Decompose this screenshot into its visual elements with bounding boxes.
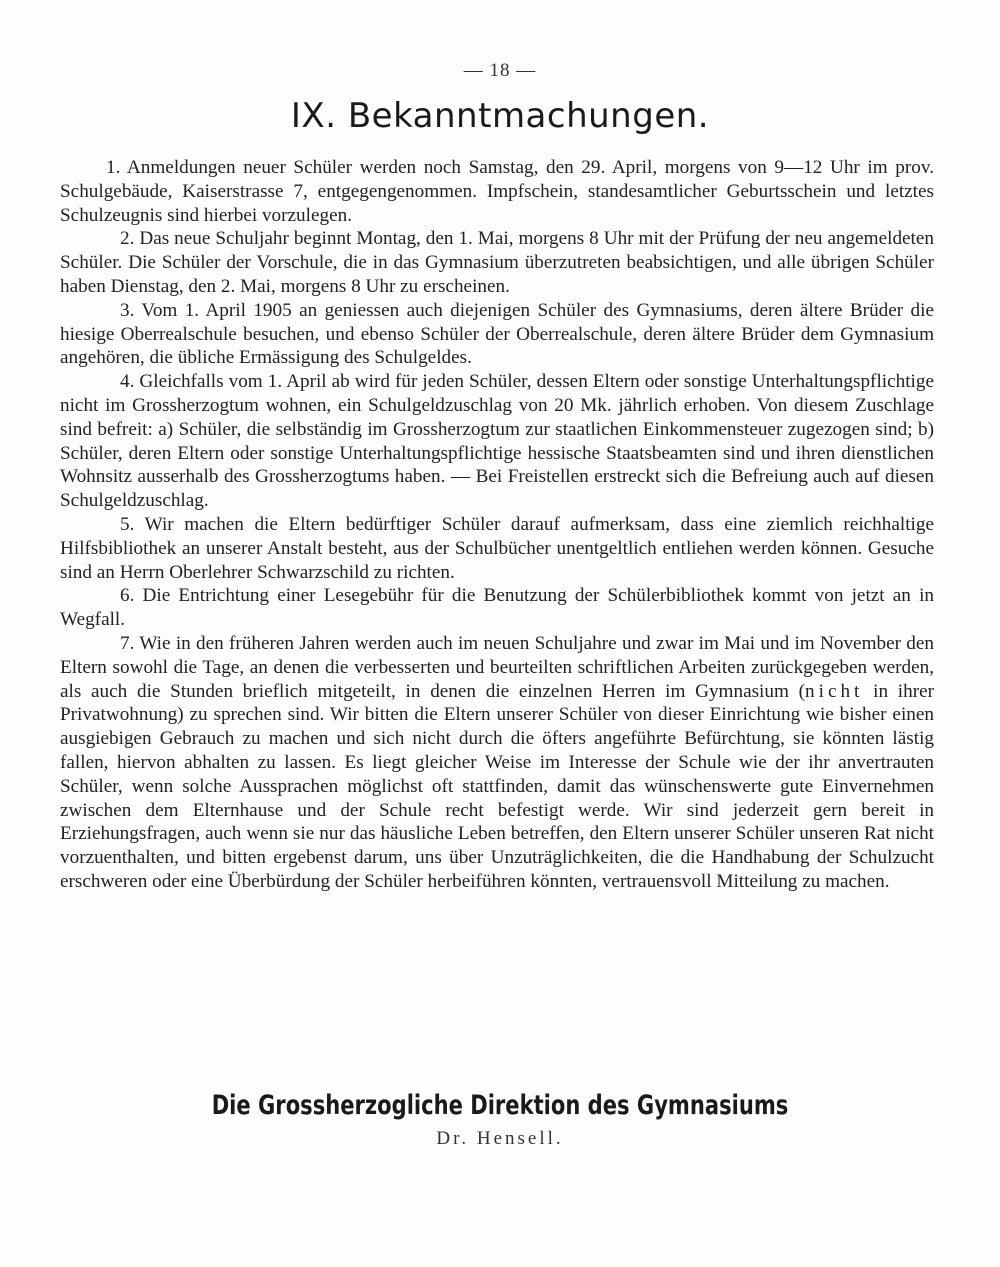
announcement-1: 1. Anmeldungen neuer Schüler werden noch Samstag, den 29. April, morgens von 9—12 Uhr im prov. Schulgebäude, Kaiserstrasse 7, entgegengenommen. Impfschein, standesamtlicher Geburtsschein und letztes Schulzeugnis sind hierbei vorzulegen. — [60, 157, 934, 226]
announcement-7-emphasis: nicht — [805, 680, 864, 702]
announcement-4: 4. Gleichfalls vom 1. April ab wird für jeden Schüler, dessen Eltern oder sonstige Unterhaltungspflichtige nicht im Grossherzogtum wohnen, ein Schulgeldzuschlag von 20 Mk. jährlich erhoben. Von diesem Zuschlage sind befreit: a) Schüler, die selbständig im Grossherzogtum zur staatlichen Einkommensteuer zugezogen sind; b) Schüler, deren Eltern oder sonstige Unterhaltungspflichtige hessische Staatsbeamten sind und ihren dienstlichen Wohnsitz ausserhalb des Grossherzogtums haben. — Bei Freistellen erstreckt sich die Befreiung auch auf diesen Schulgeldzuschlag. — [60, 371, 934, 512]
announcement-5: 5. Wir machen die Eltern bedürftiger Schüler darauf aufmerksam, dass eine ziemlich reichhaltige Hilfsbibliothek an unserer Anstalt besteht, aus der Schulbücher unentgeltlich entliehen werden können. Gesuche sind an Herrn Oberlehrer Schwarzschild zu richten. — [60, 513, 934, 583]
announcements-body — [60, 156, 934, 894]
institution-signature: Die Grossherzogliche Direktion des Gymnasiums — [211, 1090, 789, 1121]
announcement-7-text-start: 7. Wie in den früheren Jahren werden auch im neuen Schuljahre und zwar im Mai und im November den Eltern sowohl die Tage, an denen die verbesserten und beurteilten schriftlichen Arbeiten zurückgegeben werden, als auch die Stunden brieflich mitgeteilt, in denen die einzelnen Herren im Gymnasium ( — [60, 632, 934, 702]
section-heading: IX. Bekanntmachungen. — [290, 96, 710, 136]
announcement-7 — [60, 632, 934, 894]
signatory-name: Dr. Hensell. — [436, 1128, 564, 1149]
announcement-6: 6. Die Entrichtung einer Lesegebühr für die Benutzung der Schülerbibliothek kommt von jetzt an in Wegfall. — [60, 585, 934, 631]
announcement-7-text-end: in ihrer Privatwohnung) zu sprechen sind. Wir bitten die Eltern unserer Schüler von dieser Einrichtung wie bisher einen ausgiebigen Gebrauch zu machen und sich nicht durch die öfters angeführte Befürchtung, sie könnten lästig fallen, hiervon abhalten zu lassen. Es liegt gleicher Weise im Interesse der Schule wie der ihr anvertrauten Schüler, wenn solche Aussprachen möglichst oft stattfinden, damit das wünschenswerte gute Einvernehmen zwischen dem Elternhause und der Schule recht befestigt werde. Wir sind jederzeit gern bereit in Erziehungsfragen, auch wenn sie nur das häusliche Leben betreffen, den Eltern unserer Schüler unseren Rat nicht vorzuenthalten, und bitten ergebenst darum, uns über Unzuträglichkeiten, die die Handhabung der Schulzucht erschweren oder eine Überbürdung der Schüler herbeiführen könnten, vertrauensvoll Mitteilung zu machen. — [60, 680, 934, 892]
announcement-2: 2. Das neue Schuljahr beginnt Montag, den 1. Mai, morgens 8 Uhr mit der Prüfung der neu angemeldeten Schüler. Die Schüler der Vorschule, die in das Gymnasium überzutreten beabsichtigen, und alle übrigen Schüler haben Dienstag, den 2. Mai, morgens 8 Uhr zu erscheinen. — [60, 228, 934, 297]
announcement-3: 3. Vom 1. April 1905 an geniessen auch diejenigen Schüler des Gymnasiums, deren ältere Brüder die hiesige Oberrealschule besuchen, und ebenso Schüler der Oberrealschule, deren ältere Brüder dem Gymnasium angehören, die übliche Ermässigung des Schulgeldes. — [60, 299, 934, 369]
page-number: — 18 — — [463, 60, 537, 81]
